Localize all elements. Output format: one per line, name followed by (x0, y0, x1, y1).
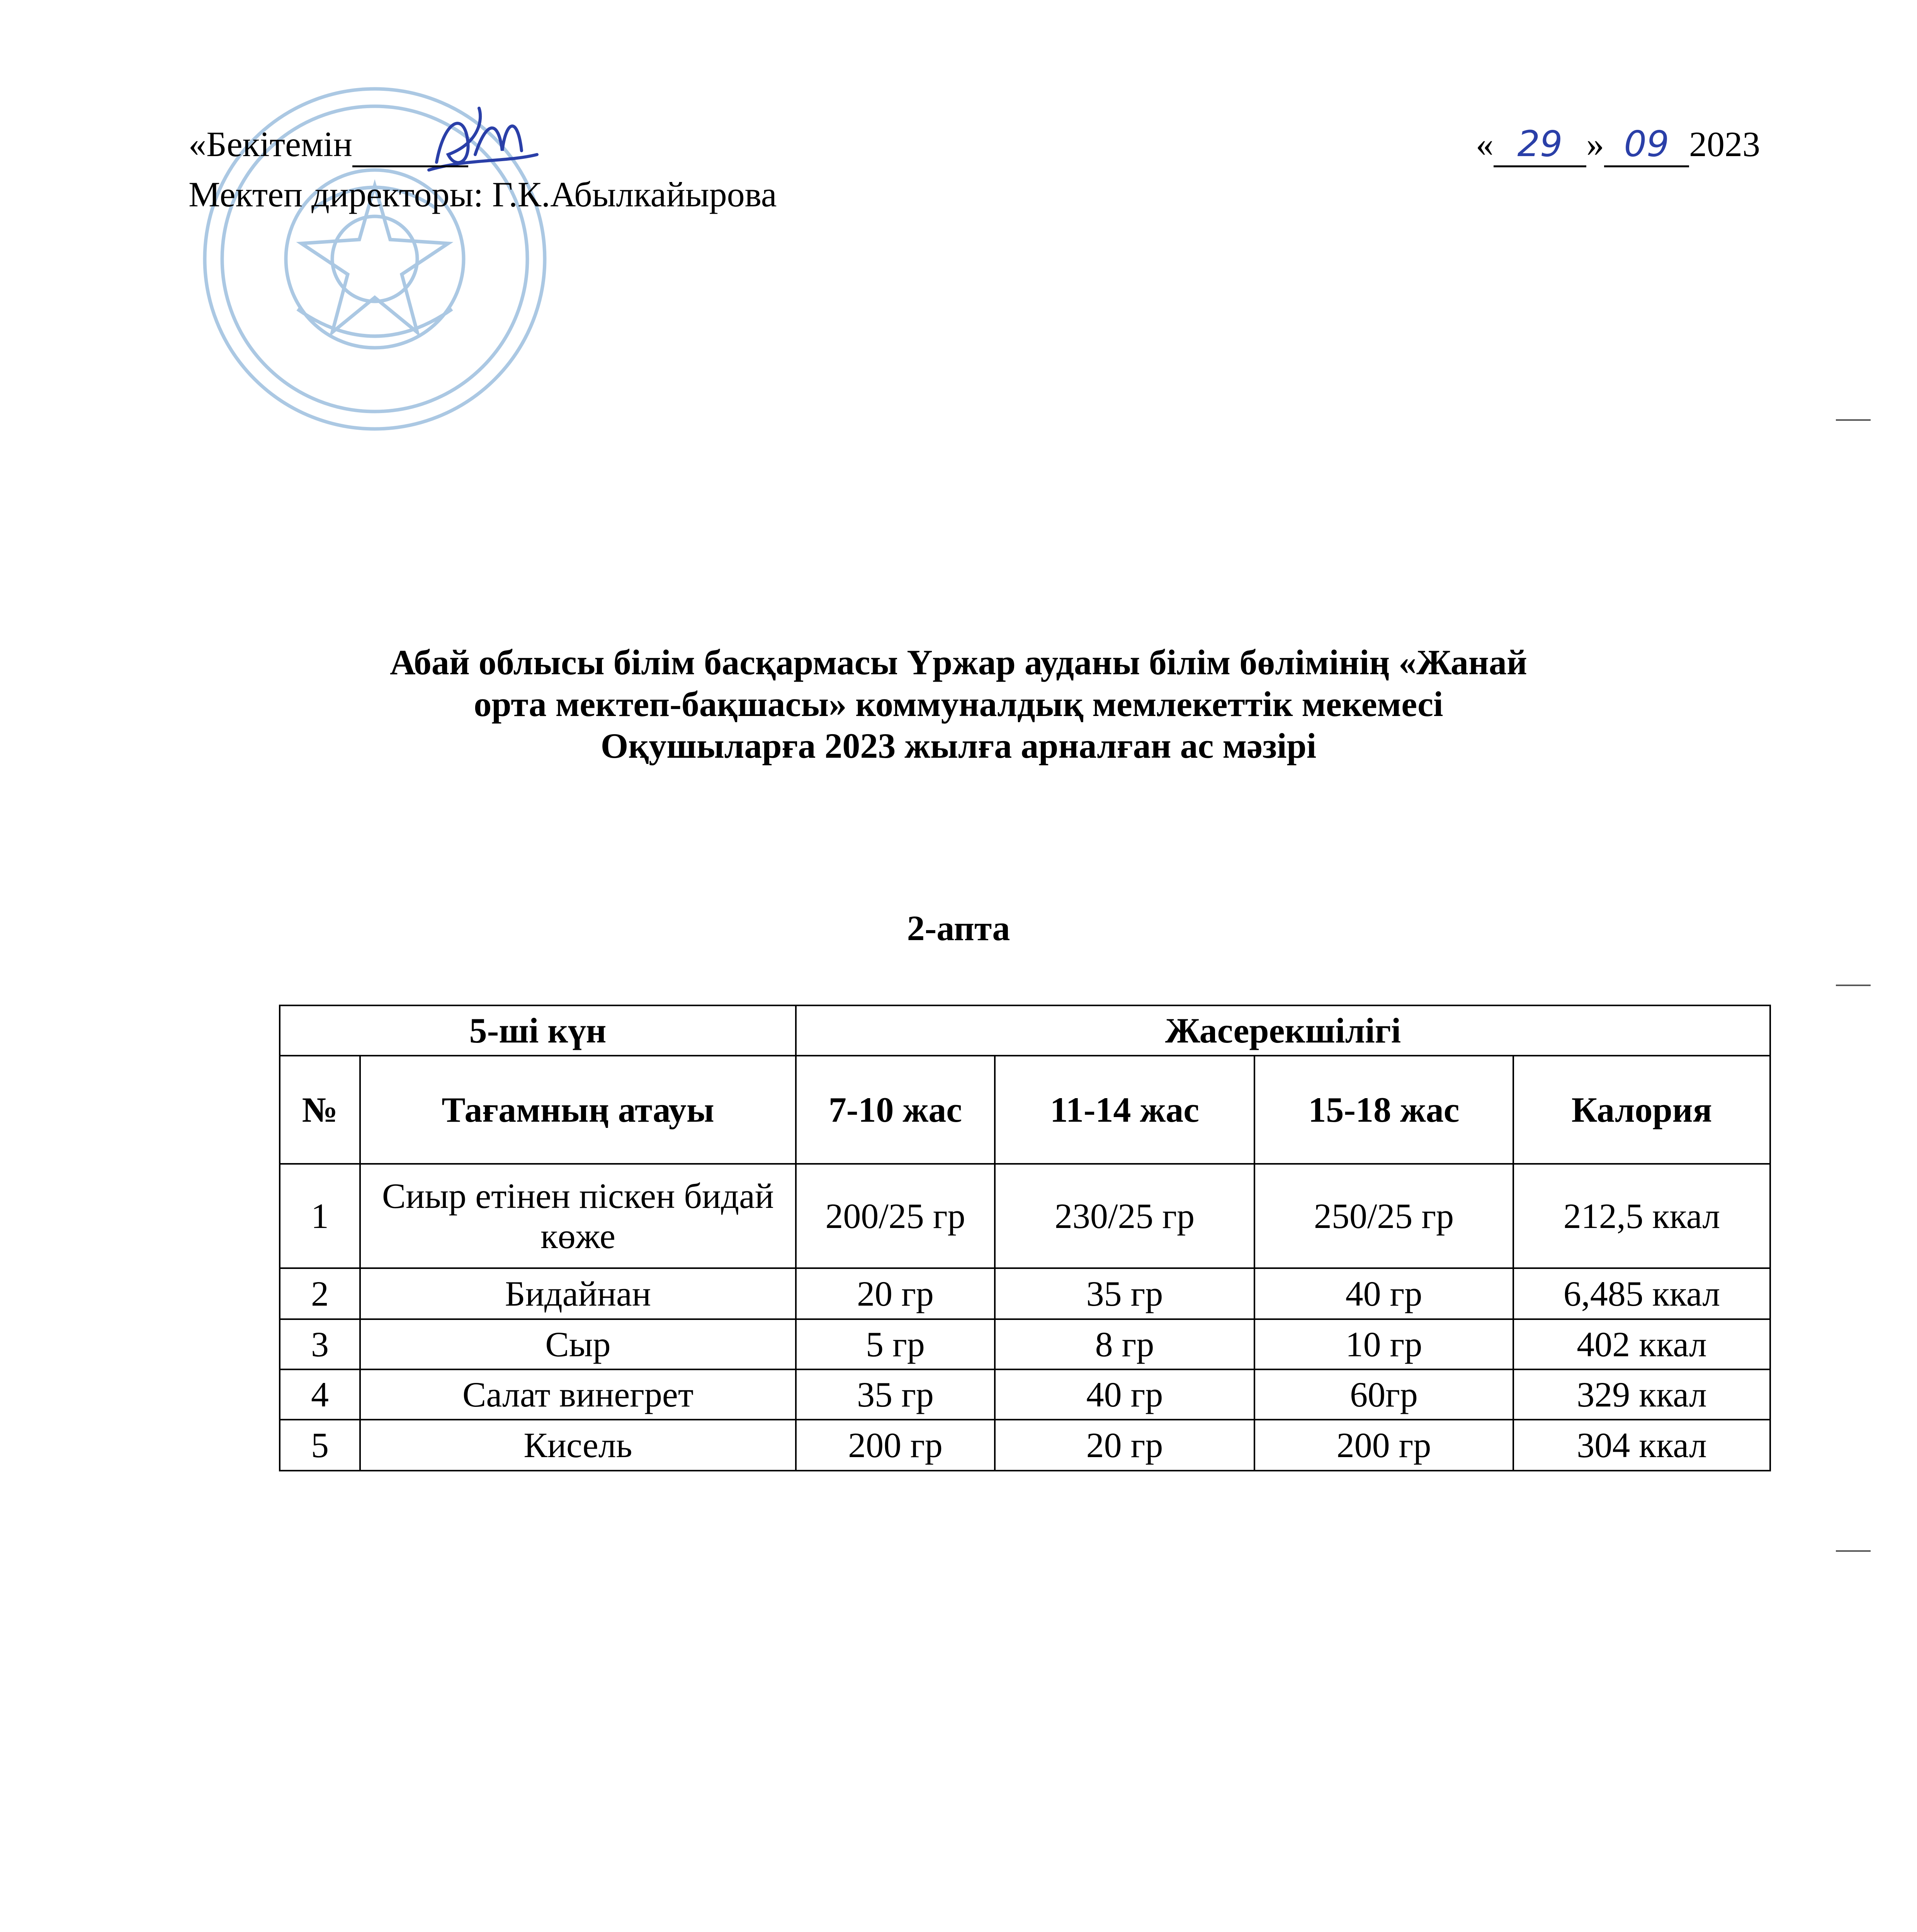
calories: 304 ккал (1513, 1420, 1770, 1471)
portion-11-14: 230/25 гр (995, 1164, 1254, 1268)
title-line-3: Оқушыларға 2023 жылға арналған ас мәзірі (600, 726, 1317, 765)
date-year: 2023 (1689, 124, 1760, 164)
title-line-1: Абай облысы білім басқармасы Үржар ауданы білім бөлімінің «Жанай (390, 643, 1527, 682)
document-title (0, 641, 1917, 767)
calories: 6,485 ккал (1513, 1268, 1770, 1319)
date-month: 09 (1604, 123, 1689, 167)
column-header: 7-10 жас (796, 1056, 995, 1164)
portion-15-18: 250/25 гр (1254, 1164, 1513, 1268)
director-line: Мектеп директоры: Г.К.Абылкайырова (189, 175, 777, 214)
row-number: 1 (280, 1164, 360, 1268)
date-day: 29 (1494, 123, 1586, 167)
scan-margin-mark (1836, 985, 1871, 986)
date-close-quote: » (1586, 124, 1604, 164)
scan-margin-mark (1836, 419, 1871, 421)
dish-name: Сиыр етінен піскен бидай көже (360, 1164, 796, 1268)
portion-7-10: 20 гр (796, 1268, 995, 1319)
calories: 212,5 ккал (1513, 1164, 1770, 1268)
portion-7-10: 35 гр (796, 1369, 995, 1420)
dish-name: Сыр (360, 1319, 796, 1369)
row-number: 2 (280, 1268, 360, 1319)
dish-name: Бидайнан (360, 1268, 796, 1319)
table-row (280, 1420, 1770, 1471)
menu-table (279, 1005, 1771, 1471)
calories: 402 ккал (1513, 1319, 1770, 1369)
row-number: 3 (280, 1319, 360, 1369)
table-column-header (280, 1056, 1770, 1164)
column-header: Калория (1513, 1056, 1770, 1164)
approval-label: «Бекітемін (189, 124, 352, 164)
table-group-header (280, 1005, 1770, 1056)
date-open-quote: « (1476, 124, 1494, 164)
dish-name: Кисель (360, 1420, 796, 1471)
column-header: 15-18 жас (1254, 1056, 1513, 1164)
approval-date (1476, 123, 1760, 167)
scan-margin-mark (1836, 1550, 1871, 1552)
portion-7-10: 200/25 гр (796, 1164, 995, 1268)
day-label-cell: 5-ші күн (280, 1005, 796, 1056)
column-header: Тағамның атауы (360, 1056, 796, 1164)
calories: 329 ккал (1513, 1369, 1770, 1420)
portion-15-18: 40 гр (1254, 1268, 1513, 1319)
column-header: № (280, 1056, 360, 1164)
portion-11-14: 35 гр (995, 1268, 1254, 1319)
approval-line (189, 123, 468, 167)
portion-11-14: 40 гр (995, 1369, 1254, 1420)
row-number: 5 (280, 1420, 360, 1471)
signature-line (352, 123, 468, 167)
dish-name: Салат винегрет (360, 1369, 796, 1420)
portion-11-14: 8 гр (995, 1319, 1254, 1369)
column-header: 11-14 жас (995, 1056, 1254, 1164)
portion-7-10: 5 гр (796, 1319, 995, 1369)
row-number: 4 (280, 1369, 360, 1420)
table-row (280, 1319, 1770, 1369)
portion-11-14: 20 гр (995, 1420, 1254, 1471)
portion-15-18: 200 гр (1254, 1420, 1513, 1471)
title-line-2: орта мектеп-бақшасы» коммуналдық мемлекеттік мекемесі (474, 684, 1443, 724)
table-row (280, 1369, 1770, 1420)
portion-15-18: 10 гр (1254, 1319, 1513, 1369)
portion-15-18: 60гр (1254, 1369, 1513, 1420)
table-row (280, 1164, 1770, 1268)
age-group-cell: Жасерекшілігі (796, 1005, 1770, 1056)
portion-7-10: 200 гр (796, 1420, 995, 1471)
table-row (280, 1268, 1770, 1319)
week-label: 2-апта (907, 908, 1010, 948)
